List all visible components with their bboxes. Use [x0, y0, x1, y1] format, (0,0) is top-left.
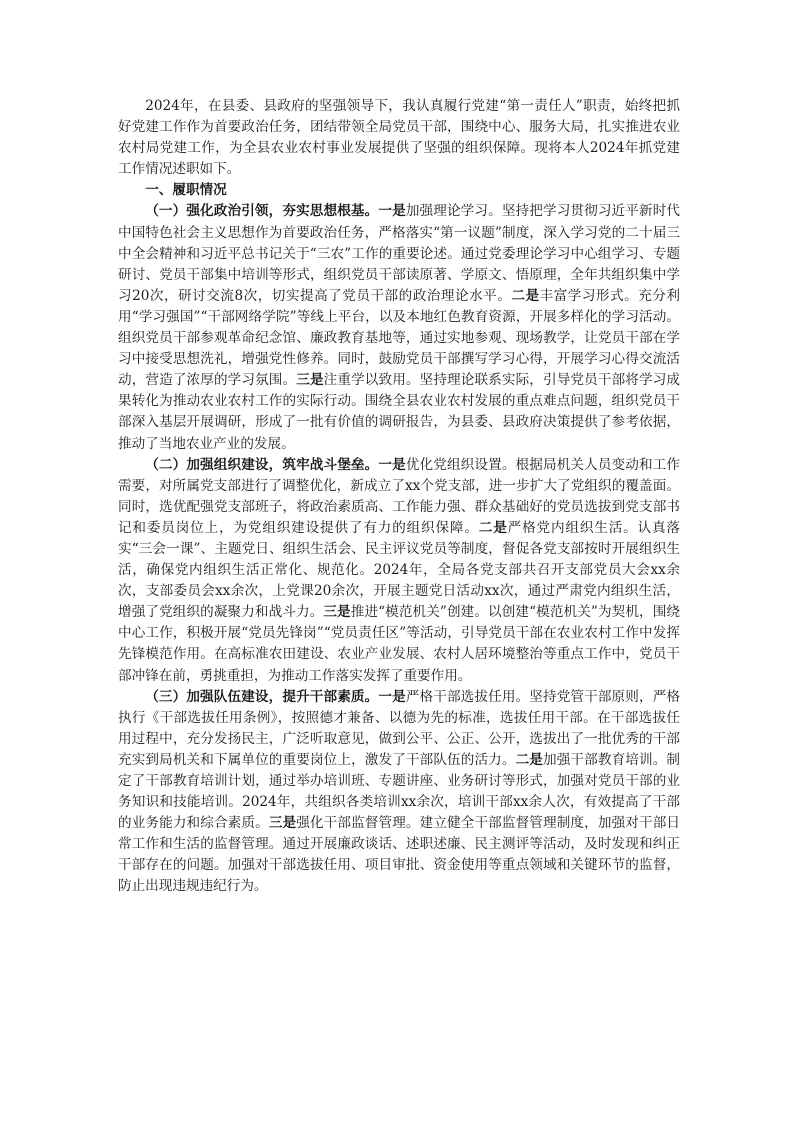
point-text: 严格党内组织生活。认真落实“三会一课”、主题党日、组织生活会、民主评议党员等制度，督促各党支部按时开展组织生活，确保党内组织生活正常化、规范化。2024年，全局各党支部共召开支部党员大会xx余次，支部委员会xx余次，上党课20余次，开展主题党日活动xx次，通过严肃党内组织生活，增强了党组织的凝聚力和战斗力。	[118, 519, 681, 621]
point-text: 注重学以致用。坚持理论联系实际，引导党员干部将学习成果转化为推动农业农村工作的实际行动。围绕全县农业农村发展的重点难点问题，组织党员干部深入基层开展调研，形成了一批有价值的调研报告，为县委、县政府决策提供了参考依据，推动了当地农业产业的发展。	[118, 372, 681, 452]
point-marker: 一是	[378, 456, 406, 473]
point-marker: 三是	[296, 372, 324, 389]
point-text: 强化干部监督管理。建立健全干部监督管理制度，加强对干部日常工作和生活的监督管理。通过开展廉政谈话、述职述廉、民主测评等活动，及时发现和纠正干部存在的问题。加强对干部选拔任用、项目审批、资金使用等重点领域和关键环节的监督，防止出现违规违纪行为。	[118, 815, 681, 895]
point-text: 加强干部教育培训。制定了干部教育培训计划，通过举办培训班、专题讲座、业务研讨等形式，加强对党员干部的业务知识和技能培训。2024年，共组织各类培训xx余次，培训干部xx余人次，有效提高了干部的业务能力和综合素质。	[118, 751, 681, 832]
paragraph-team-building	[118, 687, 680, 898]
point-marker: 三是	[323, 604, 351, 621]
point-marker: 二是	[478, 519, 508, 536]
point-marker: 一是	[378, 203, 406, 220]
intro-paragraph: 2024年，在县委、县政府的坚强领导下，我认真履行党建“第一责任人”职责，始终把抓好党建工作作为首要政治任务，团结带领全局党员干部，围绕中心、服务大局，扎实推进农业农村局党建工作，为全县农业农村事业发展提供了坚强的组织保障。现将本人2024年抓党建工作情况述职如下。	[118, 98, 680, 178]
section-heading: 一、履职情况	[145, 182, 227, 199]
point-text: 严格干部选拔任用。坚持党管干部原则，严格执行《干部选拔任用条例》，按照德才兼备、以德为先的标准，选拔任用干部。在干部选拔任用过程中，充分发扬民主，广泛听取意见，做到公平、公正、公开，选拔出了一批优秀的干部充实到局机关和下属单位的重要岗位上，激发了干部队伍的活力。	[118, 688, 681, 768]
point-marker: 二是	[511, 287, 540, 304]
subsection-title: （二）加强组织建设，筑牢战斗堡垒。	[145, 456, 379, 473]
paragraph-organization-building	[118, 455, 680, 687]
point-marker: 三是	[268, 815, 297, 832]
document-page	[118, 96, 680, 898]
point-text: 优化党组织设置。根据局机关人员变动和工作需要，对所属党支部进行了调整优化，新成立了xx个党支部，进一步扩大了党组织的覆盖面。同时，选优配强党支部班子，将政治素质高、工作能力强、群众基础好的党员选拔到党支部书记和委员岗位上，为党组织建设提供了有力的组织保障。	[118, 456, 681, 536]
subsection-title: （三）加强队伍建设，提升干部素质。	[145, 688, 379, 705]
paragraph-political-guidance	[118, 201, 680, 454]
point-text: 丰富学习形式。充分利用“学习强国”“干部网络学院”等线上平台，以及本地红色教育资源，开展多样化的学习活动。组织党员干部参观革命纪念馆、廉政教育基地等，通过实地参观、现场教学，让党员干部在学习中接受思想洗礼，增强党性修养。同时，鼓励党员干部撰写学习心得，开展学习心得交流活动，营造了浓厚的学习氛围。	[118, 287, 680, 389]
point-marker: 二是	[515, 751, 544, 768]
point-marker: 一是	[378, 688, 406, 705]
subsection-title: （一）强化政治引领，夯实思想根基。	[145, 203, 379, 220]
point-text: 推进“模范机关”创建。以创建“模范机关”为契机，围绕中心工作，积极开展“党员先锋岗”“党员责任区”等活动，引导党员干部在农业农村工作中发挥先锋模范作用。在高标准农田建设、农业产业发展、农村人居环境整治等重点工作中，党员干部冲锋在前，勇挑重担，为推动工作落实发挥了重要作用。	[118, 604, 681, 684]
point-text: 加强理论学习。坚持把学习贯彻习近平新时代中国特色社会主义思想作为首要政治任务，严格落实“第一议题”制度，深入学习党的二十届三中全会精神和习近平总书记关于“三农”工作的重要论述。通过党委理论学习中心组学习、专题研讨、党员干部集中培训等形式，组织党员干部读原著、学原文、悟原理，全年共组织集中学习20次，研讨交流8次，切实提高了党员干部的政治理论水平。	[118, 203, 681, 304]
